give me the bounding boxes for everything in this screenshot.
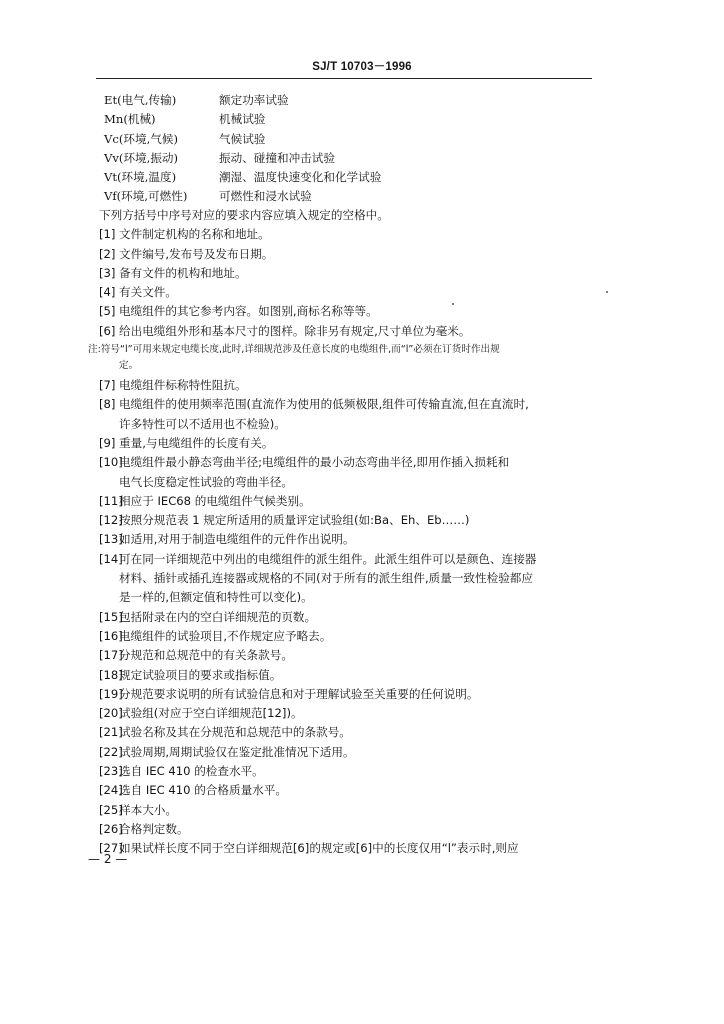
- instruction-item: [99, 685, 589, 704]
- abbreviation-row: [104, 130, 544, 149]
- item-text: 相应于 IEC68 的电缆组件气候类别。: [119, 493, 311, 508]
- instruction-item: [99, 704, 589, 723]
- instruction-item: [99, 801, 589, 820]
- item-number: [1]: [99, 227, 116, 242]
- abbreviation-list: [104, 91, 544, 207]
- abbreviation-description: 振动、碰撞和冲击试验: [219, 150, 335, 165]
- item-number: [11]: [99, 493, 123, 508]
- item-number: [10]: [99, 455, 123, 470]
- abbreviation-row: [104, 149, 544, 168]
- item-number: [25]: [99, 802, 123, 817]
- item-number: [21]: [99, 725, 123, 740]
- item-number: [19]: [99, 686, 123, 701]
- instruction-item: [99, 511, 589, 530]
- item-text: 试验组(对应于空白详细规范[12])。: [119, 706, 303, 721]
- note-line: 注:符号“l”可用来规定电缆长度,此时,详细规范涉及任意长度的电缆组件,而“l”必须在订货时作出规: [88, 344, 500, 356]
- item-text: 给出电缆组外形和基本尺寸的图样。除非另有规定,尺寸单位为毫米。: [119, 323, 471, 338]
- item-number: [9]: [99, 435, 116, 450]
- standard-number-header: SJ/T 10703－1996: [312, 61, 412, 73]
- instruction-item: [99, 608, 589, 627]
- item-text: 文件编号,发布号及发布日期。: [119, 246, 274, 261]
- item-number: [16]: [99, 628, 123, 643]
- item-text-continued: 电气长度稳定性试验的弯曲半径。: [119, 474, 293, 489]
- item-number: [23]: [99, 764, 123, 779]
- abbreviation-row: [104, 187, 544, 206]
- item-number: [24]: [99, 783, 123, 798]
- instruction-item: [99, 376, 589, 395]
- abbreviation-code: Vf(环境,可燃性): [104, 189, 188, 204]
- item-number: [3]: [99, 265, 116, 280]
- item-number: [7]: [99, 378, 116, 393]
- instruction-item: [99, 245, 589, 264]
- item-text: 电缆组件最小静态弯曲半径;电缆组件的最小动态弯曲半径,即用作插入损耗和: [119, 455, 510, 470]
- item-number: [12]: [99, 513, 123, 528]
- item-text: 样本大小。: [119, 802, 177, 817]
- item-text: 选自 IEC 410 的合格质量水平。: [119, 783, 287, 798]
- abbreviation-row: [104, 91, 544, 110]
- instruction-item: [99, 646, 589, 665]
- instruction-item: [99, 264, 589, 283]
- scan-speck: [452, 303, 454, 305]
- item-text: 选自 IEC 410 的检查水平。: [119, 764, 264, 779]
- item-number: [17]: [99, 648, 123, 663]
- item-text: 如适用,对用于制造电缆组件的元件作出说明。: [119, 532, 355, 547]
- instruction-item: [99, 839, 589, 858]
- page-number: — 2 —: [88, 852, 128, 866]
- instruction-item: [99, 743, 589, 762]
- item-number: [20]: [99, 706, 123, 721]
- item-text: 电缆组件标称特性阻抗。: [119, 378, 247, 393]
- item-text: 电缆组件的使用频率范围(直流作为使用的低频极限,组件可传输直流,但在直流时,: [119, 397, 529, 412]
- item-number: [8]: [99, 397, 116, 412]
- instruction-item: [99, 666, 589, 685]
- note-line: 定。: [119, 360, 139, 372]
- abbreviation-description: 潮湿、温度快速变化和化学试验: [219, 170, 382, 185]
- note-block: [88, 342, 589, 374]
- item-number: [14]: [99, 551, 123, 566]
- item-number: [18]: [99, 667, 123, 682]
- item-text: 可在同一详细规范中列出的电缆组件的派生组件。此派生组件可以是颜色、连接器: [119, 551, 537, 566]
- abbreviation-code: Vc(环境,气候): [104, 131, 178, 146]
- instruction-item: [99, 434, 589, 453]
- instruction-item: [99, 550, 589, 608]
- item-text: 重量,与电缆组件的长度有关。: [119, 435, 274, 450]
- item-text: 备有文件的机构和地址。: [119, 265, 247, 280]
- abbreviation-code: Vv(环境,振动): [104, 150, 179, 165]
- item-number: [22]: [99, 744, 123, 759]
- item-number: [2]: [99, 246, 116, 261]
- instruction-item: [99, 492, 589, 511]
- header-rule: [96, 78, 592, 79]
- item-text: 有关文件。: [119, 285, 177, 300]
- item-text: 试验名称及其在分规范和总规范中的条款号。: [119, 725, 351, 740]
- item-text: 分规范和总规范中的有关条款号。: [119, 648, 293, 663]
- abbreviation-code: Vt(环境,温度): [104, 170, 177, 185]
- instruction-item: [99, 723, 589, 742]
- abbreviation-code: Et(电气,传输): [104, 93, 177, 107]
- item-text: 电缆组件的其它参考内容。如图别,商标名称等等。: [119, 304, 378, 319]
- item-text: 文件制定机构的名称和地址。: [119, 227, 270, 242]
- abbreviation-description: 额定功率试验: [219, 93, 289, 107]
- instruction-item: [99, 322, 589, 341]
- item-text: 电缆组件的试验项目,不作规定应予略去。: [119, 628, 332, 643]
- instruction-item: [99, 530, 589, 549]
- abbreviation-code: Mn(机械): [104, 112, 156, 127]
- item-text: 如果试样长度不同于空白详细规范[6]的规定或[6]中的长度仅用“l”表示时,则应: [119, 841, 519, 856]
- instruction-item: [99, 627, 589, 646]
- instruction-item: [99, 395, 589, 434]
- abbreviation-row: [104, 110, 544, 129]
- instruction-item: [99, 820, 589, 839]
- item-text: 按照分规范表 1 规定所适用的质量评定试验组(如:Ba、Eh、Eb……): [119, 513, 470, 528]
- item-text: 分规范要求说明的所有试验信息和对于理解试验至关重要的任何说明。: [119, 686, 479, 701]
- item-text: 合格判定数。: [119, 821, 189, 836]
- instruction-item: [99, 283, 589, 302]
- item-text-continued: 是一样的,但额定值和特性可以变化)。: [119, 590, 313, 605]
- item-text-continued: 材料、插针或插孔连接器或规格的不同(对于所有的派生组件,质量一致性检验都应: [119, 571, 533, 586]
- item-number: [26]: [99, 821, 123, 836]
- item-number: [13]: [99, 532, 123, 547]
- abbreviation-description: 可燃性和浸水试验: [219, 189, 312, 204]
- instruction-item: [99, 225, 589, 244]
- instruction-item: [99, 453, 589, 492]
- item-number: [4]: [99, 285, 116, 300]
- instruction-list: [88, 206, 589, 859]
- instruction-item: [99, 762, 589, 781]
- instruction-item: [99, 781, 589, 800]
- item-number: [5]: [99, 304, 116, 319]
- item-text: 规定试验项目的要求或指标值。: [119, 667, 282, 682]
- instruction-item: [99, 302, 589, 321]
- item-number: [15]: [99, 609, 123, 624]
- item-text: 包括附录在内的空白详细规范的页数。: [119, 609, 317, 624]
- item-text-continued: 许多特性可以不适用也不检验)。: [119, 416, 286, 431]
- item-number: [27]: [99, 841, 123, 856]
- item-number: [6]: [99, 323, 116, 338]
- abbreviation-row: [104, 168, 544, 187]
- intro-text: 下列方括号中序号对应的要求内容应填入规定的空格中。: [99, 208, 389, 222]
- abbreviation-description: 气候试验: [219, 131, 266, 146]
- item-text: 试验周期,周期试验仅在鉴定批准情况下适用。: [119, 744, 355, 759]
- scan-speck: [606, 291, 608, 293]
- abbreviation-description: 机械试验: [219, 112, 266, 127]
